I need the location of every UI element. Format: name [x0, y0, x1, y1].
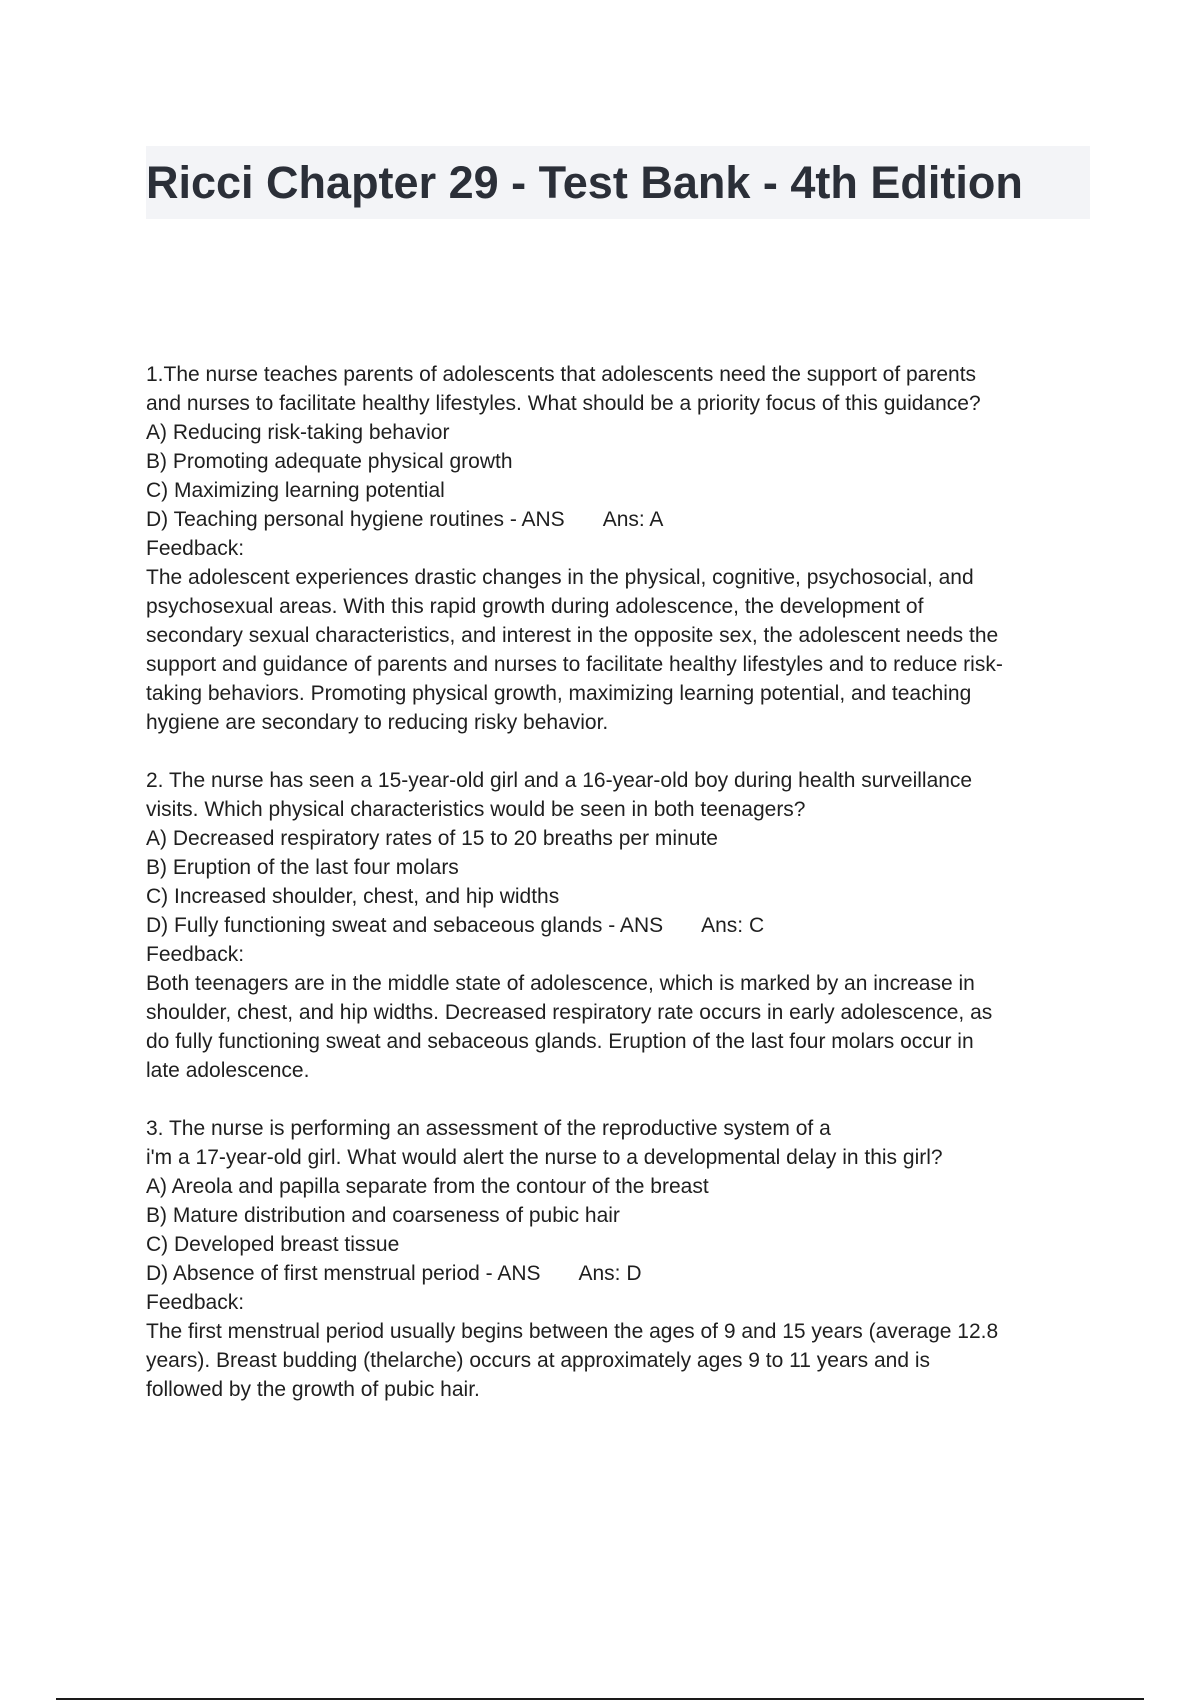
feedback-label: Feedback:	[146, 1291, 245, 1314]
question-3	[146, 1114, 1006, 1404]
option-d: D) Teaching personal hygiene routines - ANS	[146, 508, 565, 531]
question-stem: 2. The nurse has seen a 15-year-old girl and a 16-year-old boy during health surveillance visits. Which physical characteristics would be seen in both teenagers?	[146, 769, 973, 821]
option-b: B) Mature distribution and coarseness of pubic hair	[146, 1204, 620, 1227]
answer-key: Ans: C	[701, 914, 765, 937]
option-a: A) Reducing risk-taking behavior	[146, 421, 450, 444]
feedback-text: The first menstrual period usually begins between the ages of 9 and 15 years (average 12.8 years). Breast budding (thelarche) occurs at approximately ages 9 to 11 years and is followed by the growth of pubic hair.	[146, 1320, 999, 1401]
option-b: B) Promoting adequate physical growth	[146, 450, 513, 473]
question-list	[146, 360, 1006, 1433]
option-b: B) Eruption of the last four molars	[146, 856, 459, 879]
answer-key: Ans: D	[578, 1262, 642, 1285]
answer-key: Ans: A	[602, 508, 664, 531]
answer-line	[146, 911, 1006, 940]
feedback-text: Both teenagers are in the middle state of adolescence, which is marked by an increase in shoulder, chest, and hip widths. Decreased respiratory rate occurs in early adolescence, as do fully functioning sweat and sebaceous glands. Eruption of the last four molars occur in late adolescence.	[146, 972, 993, 1082]
answer-line	[146, 1259, 1006, 1288]
question-stem-line-1: 3. The nurse is performing an assessment of the reproductive system of a	[146, 1117, 831, 1140]
answer-line	[146, 505, 1006, 534]
question-1	[146, 360, 1006, 737]
question-stem: 1.The nurse teaches parents of adolescents that adolescents need the support of parents and nurses to facilitate healthy lifestyles. What should be a priority focus of this guidance?	[146, 363, 981, 415]
feedback-text: The adolescent experiences drastic changes in the physical, cognitive, psychosocial, and psychosexual areas. With this rapid growth during adolescence, the development of secondary sexual characteristics, and interest in the opposite sex, the adolescent needs the support and guidance of parents and nurses to facilitate healthy lifestyles and to reduce risk-taking behaviors. Promoting physical growth, maximizing learning potential, and teaching hygiene are secondary to reducing risky behavior.	[146, 566, 1003, 734]
option-d: D) Absence of first menstrual period - ANS	[146, 1262, 541, 1285]
document-title: Ricci Chapter 29 - Test Bank - 4th Edition	[146, 157, 1023, 208]
option-c: C) Maximizing learning potential	[146, 479, 445, 502]
feedback-label: Feedback:	[146, 537, 245, 560]
option-a: A) Areola and papilla separate from the contour of the breast	[146, 1175, 709, 1198]
option-a: A) Decreased respiratory rates of 15 to 20 breaths per minute	[146, 827, 718, 850]
option-d: D) Fully functioning sweat and sebaceous glands - ANS	[146, 914, 664, 937]
question-stem-line-2: i'm a 17-year-old girl. What would alert the nurse to a developmental delay in this girl?	[146, 1146, 943, 1169]
option-c: C) Increased shoulder, chest, and hip widths	[146, 885, 560, 908]
feedback-label: Feedback:	[146, 943, 245, 966]
option-c: C) Developed breast tissue	[146, 1233, 400, 1256]
question-2	[146, 766, 1006, 1085]
